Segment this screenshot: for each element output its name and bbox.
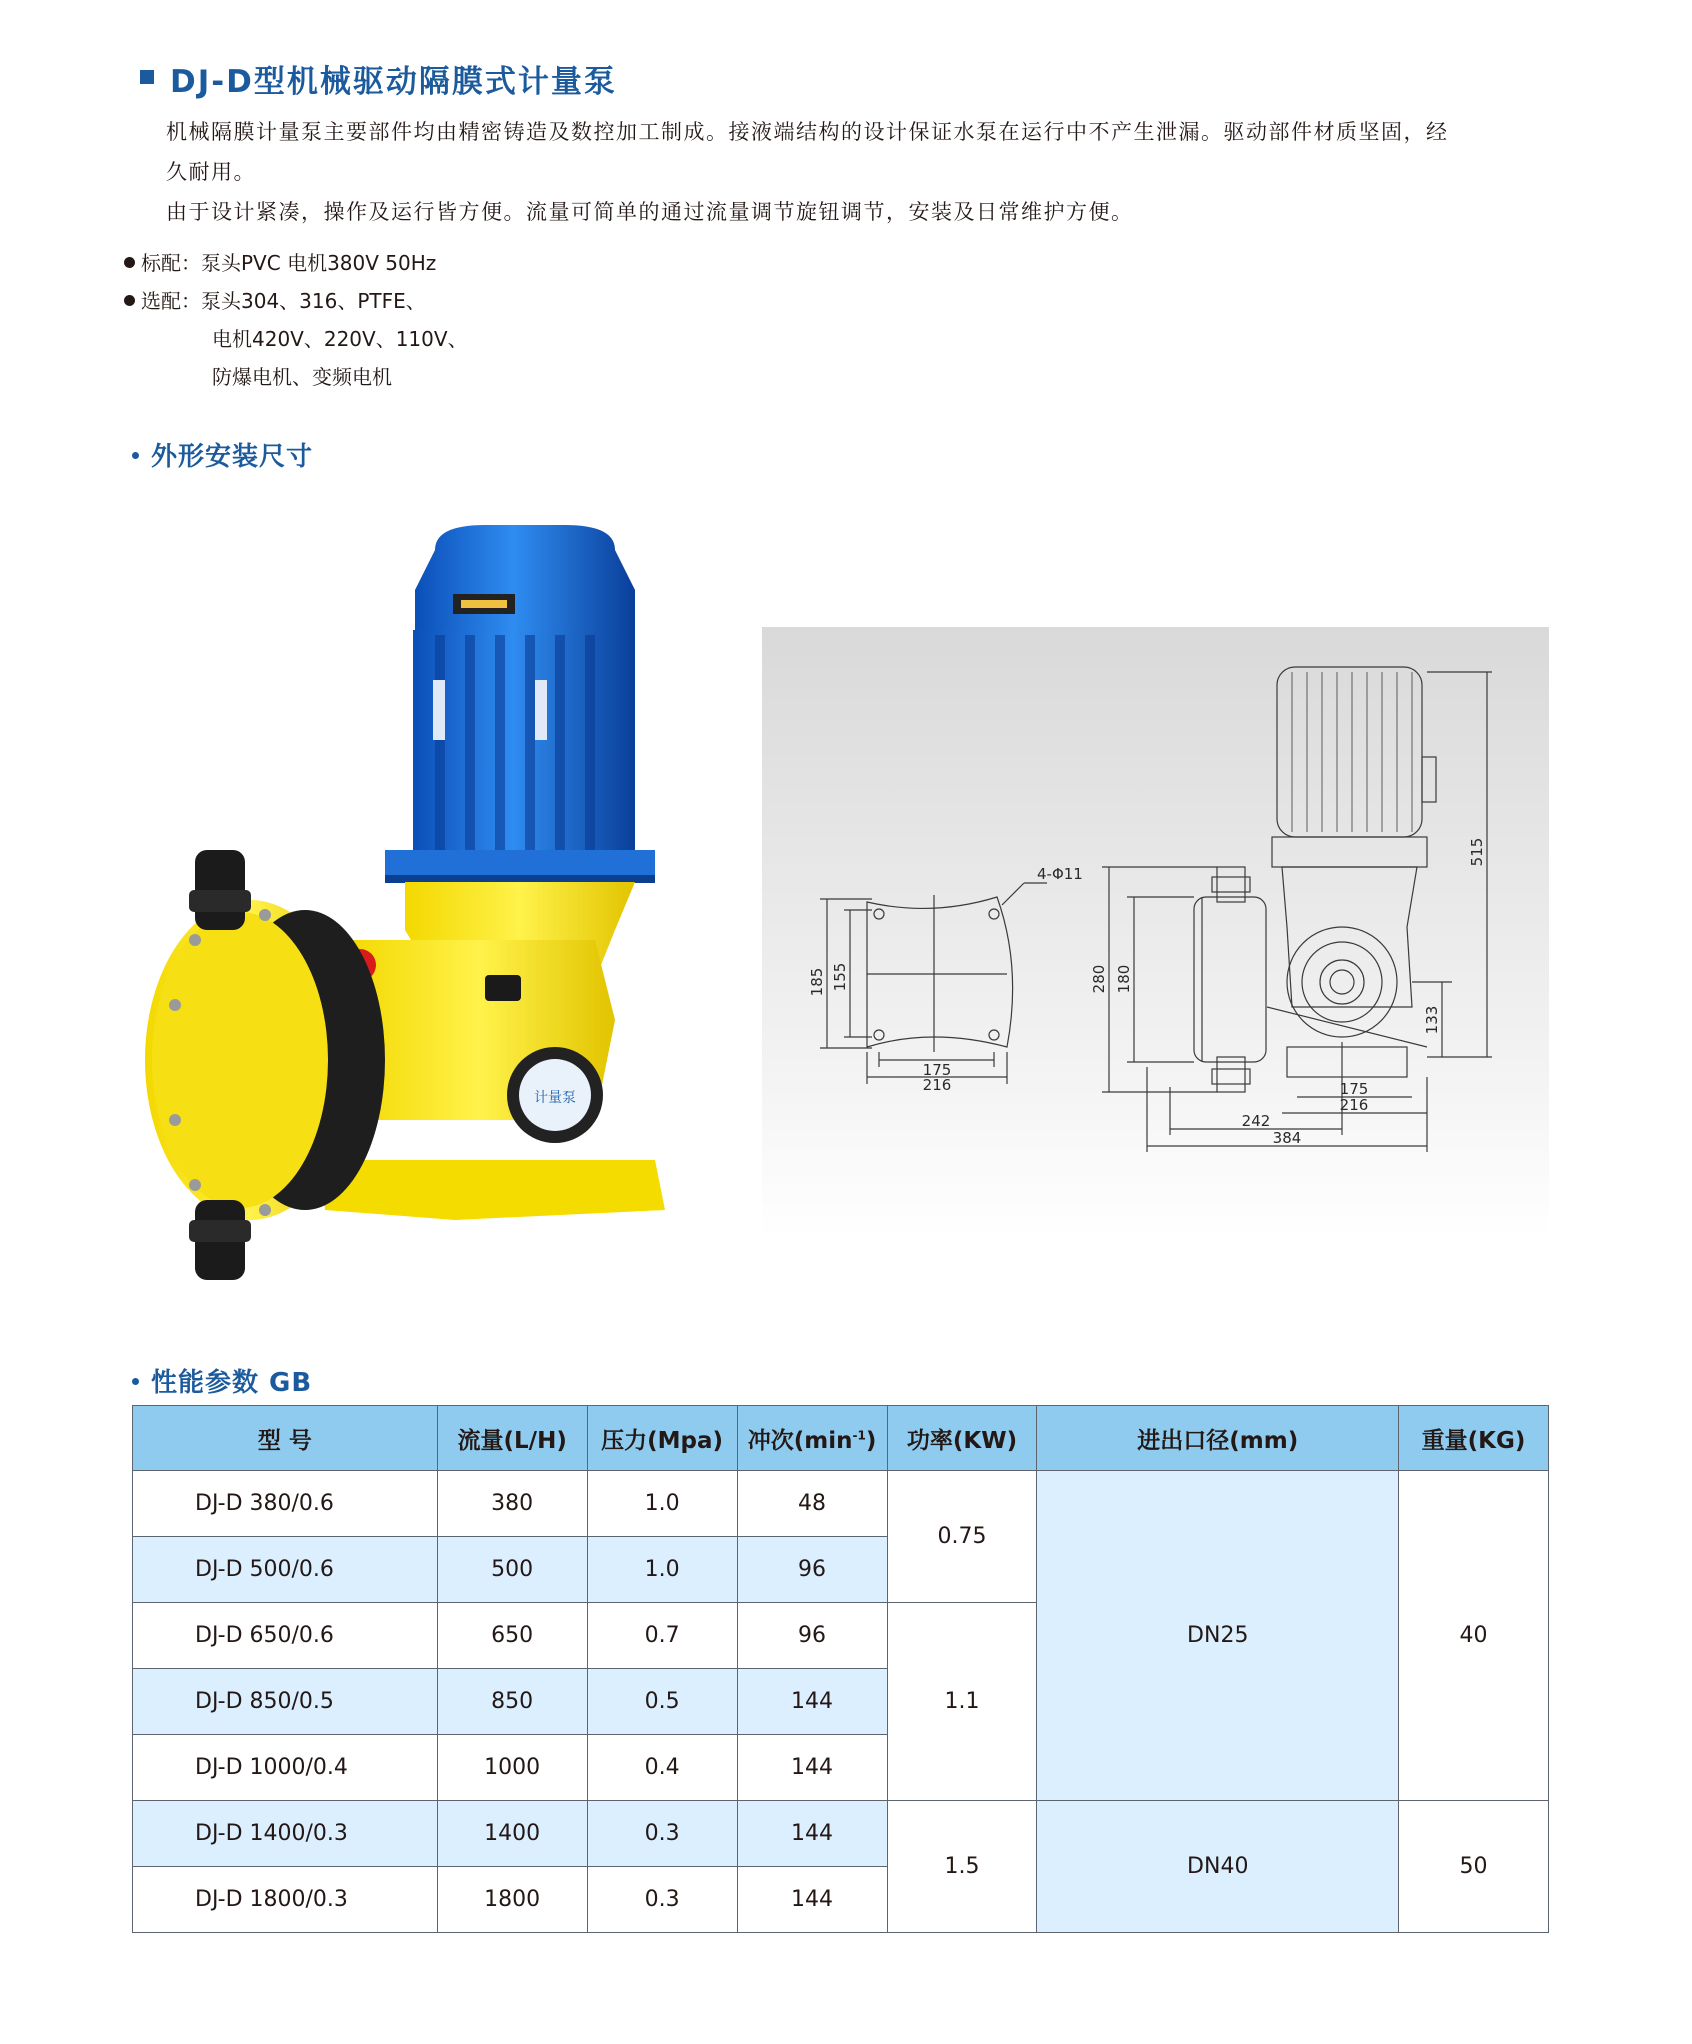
header-model: 型 号 <box>133 1406 438 1471</box>
table-row: DJ-D 380/0.6 380 1.0 48 0.75 DN25 40 <box>133 1471 1549 1537</box>
label-175-side: 175 <box>1339 1080 1369 1098</box>
label-515: 515 <box>1468 837 1486 867</box>
power-cell: 1.5 <box>887 1801 1037 1933</box>
label-280: 280 <box>1090 964 1108 994</box>
intro-text <box>166 112 1456 232</box>
label-133: 133 <box>1423 1005 1441 1035</box>
header-weight: 重量(KG) <box>1399 1406 1549 1471</box>
section-performance: 性能参数 GB <box>132 1362 312 1399</box>
power-cell: 1.1 <box>887 1603 1037 1801</box>
weight-cell: 40 <box>1399 1471 1549 1801</box>
dimension-drawing <box>762 627 1549 1237</box>
label-242: 242 <box>1241 1112 1271 1130</box>
section-bullet-icon <box>132 452 139 459</box>
label-384: 384 <box>1272 1129 1302 1147</box>
header-pressure: 压力(Mpa) <box>587 1406 737 1471</box>
header-flow: 流量(L/H) <box>437 1406 587 1471</box>
intro-paragraph-1: 机械隔膜计量泵主要部件均由精密铸造及数控加工制成。接液端结构的设计保证水泵在运行中不产生泄漏。驱动部件材质坚固，经久耐用。 <box>166 120 1449 184</box>
section-bullet-icon <box>132 1378 139 1385</box>
label-155: 155 <box>831 962 849 992</box>
title-square-icon <box>140 70 154 84</box>
table-row: DJ-D 1800/0.3 1800 0.3 144 <box>133 1867 1549 1933</box>
label-216-side: 216 <box>1339 1096 1369 1114</box>
performance-table <box>132 1405 1549 1933</box>
power-cell: 0.75 <box>887 1471 1037 1603</box>
config-standard: 标配：泵头PVC 电机380V 50Hz <box>124 244 468 282</box>
pump-photo <box>135 520 695 1290</box>
label-185: 185 <box>808 967 826 997</box>
table-row: DJ-D 650/0.6 650 0.7 96 1.1 <box>133 1603 1549 1669</box>
intro-paragraph-2: 由于设计紧凑，操作及运行皆方便。流量可简单的通过流量调节旋钮调节，安装及日常维护方便。 <box>166 200 1134 224</box>
page-title: DJ-D型机械驱动隔膜式计量泵 <box>170 64 617 100</box>
header-stroke: 冲次$(\min^{-1})$ <box>737 1406 887 1471</box>
bullet-icon <box>124 257 135 268</box>
table-header-row <box>133 1406 1549 1471</box>
table-row: DJ-D 500/0.6 500 1.0 96 <box>133 1537 1549 1603</box>
bullet-icon <box>124 295 135 306</box>
label-180: 180 <box>1115 964 1133 994</box>
label-175-base: 175 <box>922 1061 952 1079</box>
label-216-base: 216 <box>922 1076 952 1094</box>
config-optional: 选配：泵头304、316、PTFE、 <box>124 282 468 320</box>
dial-label: 计量泵 <box>534 1090 576 1106</box>
section-dimensions: 外形安装尺寸 <box>132 436 313 473</box>
label-holes: 4-Φ11 <box>1037 865 1083 883</box>
table-row: DJ-D 1400/0.3 1400 0.3 144 1.5 DN40 50 <box>133 1801 1549 1867</box>
port-cell: DN40 <box>1037 1801 1399 1933</box>
header-power: 功率(KW) <box>887 1406 1037 1471</box>
table-row: DJ-D 850/0.5 850 0.5 144 <box>133 1669 1549 1735</box>
config-list <box>124 244 468 396</box>
config-optional-line-3: 防爆电机、变频电机 <box>212 365 392 389</box>
weight-cell: 50 <box>1399 1801 1549 1933</box>
table-row: DJ-D 1000/0.4 1000 0.4 144 <box>133 1735 1549 1801</box>
header-port: 进出口径(mm) <box>1037 1406 1399 1471</box>
port-cell: DN25 <box>1037 1471 1399 1801</box>
config-optional-line-2: 电机420V、220V、110V、 <box>212 327 468 351</box>
